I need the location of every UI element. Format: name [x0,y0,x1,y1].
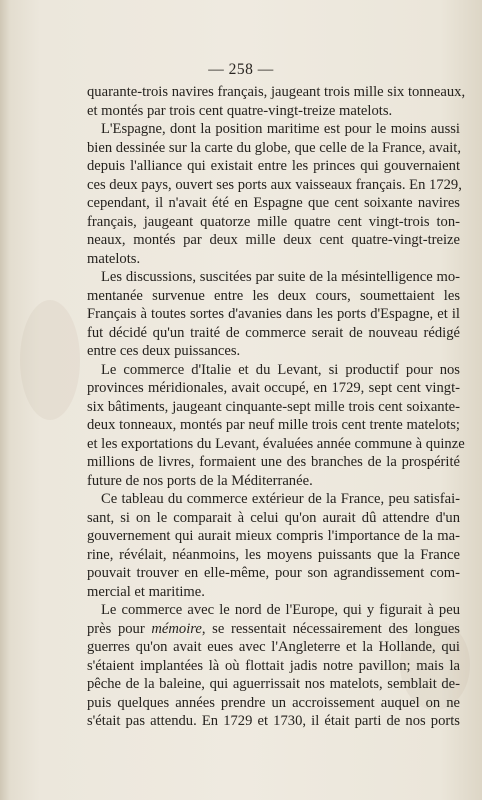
text-line: deux tonneaux, montés par neuf mille trois cent trente matelots; [87,417,460,433]
text-line: s'étaient implantées là où flottait jadis notre pavillon; mais la [87,657,460,674]
text-line: français, jaugeant quatorze mille quatre cent vingt-trois ton- [87,213,460,230]
text-line: fut décidé qu'un traité de commerce serait de nouveau rédigé [87,324,460,341]
text-line: future de nos ports de la Méditerranée. [87,472,313,489]
text-line: puis quelques années prendre un accroissement auquel on ne [87,694,460,711]
text-line: et montés par trois cent quatre-vingt-treize matelots. [87,102,393,119]
text-line: bien dessinée sur la carte du globe, que celle de la France, avait, [87,139,462,156]
text-line: six bâtiments, jaugeant cinquante-sept mille trois cent soixante- [87,398,460,415]
text-line: cependant, il n'avait été en Espagne que cent soixante navires [87,195,460,211]
text-line: L'Espagne, dont la position maritime est pour le moins aussi [101,121,460,137]
text-line: rine, révélait, néanmoins, les moyens puissants que la France [87,546,460,563]
text-line: pouvait trouver en elle-même, pour son agrandissement com- [87,565,460,581]
text-line: et les exportations du Levant, évaluées année commune à quinze [87,435,465,452]
text-line: millions de livres, formaient une des branches de la prospérité [87,454,460,470]
text-line: guerres qu'on avait eues avec l'Angleterre et la Hollande, qui [87,639,460,655]
text-line: pêche de la baleine, qui aguerrissait nos matelots, semblait de- [87,676,460,692]
text-line: sant, si on le comparait à celui qu'on aurait dû attendre d'un [87,509,460,526]
show-through-text [110,760,410,774]
text-line: Le commerce d'Italie et du Levant, si productif pour nos [101,361,460,378]
text-line: depuis l'alliance qui existait entre les princes qui gouvernaient [87,158,460,174]
text-line: Ce tableau du commerce extérieur de la France, peu satisfai- [101,491,460,507]
text-line: ces deux pays, ouvert ses ports aux vaisseaux français. En 1729, [87,176,462,193]
text-line: neaux, montés par deux mille deux cent quatre-vingt-treize [87,232,460,248]
text-line: gouvernement qui aurait mieux compris l'importance de la ma- [87,528,460,544]
text-line: provinces méridionales, avait occupé, en 1729, sept cent vingt- [87,380,460,396]
page-number: — 258 — [208,61,274,78]
italic-word: mémoire [151,620,202,637]
text-line: Le commerce avec le nord de l'Europe, qui y figurait à peu [101,602,460,618]
text-line: mercial et maritime. [87,583,205,600]
text-line: Les discussions, suscitées par suite de la mésintelligence mo- [101,269,460,285]
text-line: quarante-trois navires français, jaugeant trois mille six tonneaux, [87,84,466,100]
paper-stain [20,300,80,420]
body-text [87,83,466,731]
text-line: s'était pas attendu. En 1729 et 1730, il était parti de nos ports [87,713,460,729]
text-line: matelots. [87,250,141,267]
text-line: mentanée survenue entre les deux cours, soumettaient les [87,287,460,304]
text-line: Français à toutes sortes d'avanies dans les ports d'Espagne, et il [87,306,460,322]
text-line: près pour mémoire, se ressentait nécessairement des longues [87,620,460,637]
text-line: entre ces deux puissances. [87,343,241,359]
